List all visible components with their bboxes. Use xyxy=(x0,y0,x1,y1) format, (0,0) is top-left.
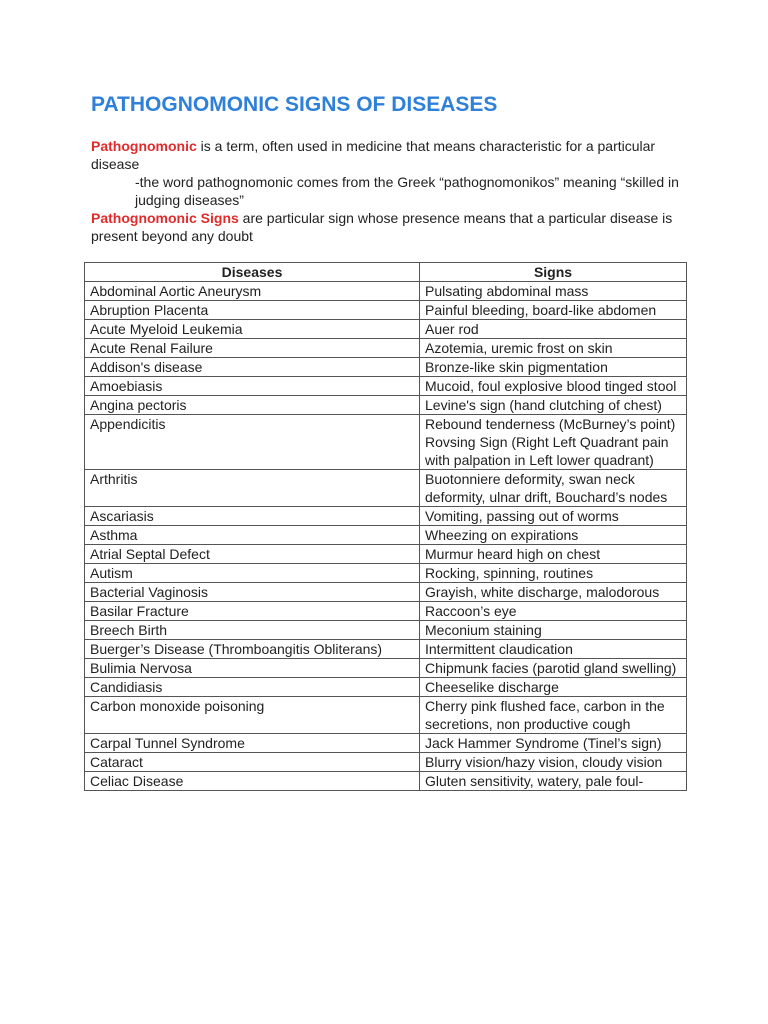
table-row xyxy=(85,621,687,640)
disease-name: Celiac Disease xyxy=(90,773,184,789)
disease-name: Buerger’s Disease (Thromboangitis Obliterans) xyxy=(90,641,383,657)
disease-name: Acute Renal Failure xyxy=(90,340,213,356)
disease-cell xyxy=(85,678,420,697)
table-row xyxy=(85,640,687,659)
sign-cell xyxy=(420,772,687,791)
disease-cell xyxy=(85,377,420,396)
disease-cell xyxy=(85,301,420,320)
disease-name: Autism xyxy=(90,565,133,581)
disease-name: Addison's disease xyxy=(90,359,203,375)
sign-text: Blurry vision/hazy vision, cloudy vision xyxy=(425,754,663,770)
sign-text: Painful bleeding, board-like abdomen xyxy=(425,302,657,318)
diseases-signs-table xyxy=(84,262,687,791)
disease-cell xyxy=(85,470,420,507)
disease-name: Arthritis xyxy=(90,471,138,487)
disease-cell xyxy=(85,415,420,470)
disease-cell xyxy=(85,640,420,659)
intro-signs-definition xyxy=(91,209,691,245)
definition-text: is a term, often used in medicine that means characteristic for a particular disease xyxy=(91,138,656,172)
disease-cell xyxy=(85,339,420,358)
table-row xyxy=(85,377,687,396)
sign-text: Gluten sensitivity, watery, pale foul- xyxy=(425,773,644,789)
table-row xyxy=(85,602,687,621)
disease-cell xyxy=(85,282,420,301)
signs-definition-text: are particular sign whose presence means that a particular disease is present beyond any doubt xyxy=(91,210,673,244)
sign-text: Murmur heard high on chest xyxy=(425,546,601,562)
disease-name: Abdominal Aortic Aneurysm xyxy=(90,283,262,299)
sign-text: Jack Hammer Syndrome (Tinel’s sign) xyxy=(425,735,662,751)
table-row xyxy=(85,320,687,339)
sign-cell xyxy=(420,301,687,320)
table-row xyxy=(85,282,687,301)
table-row xyxy=(85,734,687,753)
disease-cell xyxy=(85,602,420,621)
sign-text: Pulsating abdominal mass xyxy=(425,283,589,299)
disease-cell xyxy=(85,753,420,772)
sign-cell xyxy=(420,545,687,564)
sign-text: Raccoon’s eye xyxy=(425,603,517,619)
intro-section xyxy=(91,137,691,245)
disease-cell xyxy=(85,564,420,583)
table-row xyxy=(85,753,687,772)
disease-name: Bulimia Nervosa xyxy=(90,660,192,676)
sign-cell xyxy=(420,621,687,640)
sign-cell xyxy=(420,377,687,396)
disease-name: Candidiasis xyxy=(90,679,163,695)
disease-cell xyxy=(85,320,420,339)
disease-name: Breech Birth xyxy=(90,622,168,638)
sign-text: Intermittent claudication xyxy=(425,641,573,657)
disease-cell xyxy=(85,734,420,753)
sign-text: Rebound tenderness (McBurney’s point) Rovsing Sign (Right Left Quadrant pain with palpation in Left lower quadrant) xyxy=(425,416,676,468)
sign-cell xyxy=(420,507,687,526)
sign-text: Azotemia, uremic frost on skin xyxy=(425,340,613,356)
disease-name: Asthma xyxy=(90,527,138,543)
disease-name: Carbon monoxide poisoning xyxy=(90,698,265,714)
disease-cell xyxy=(85,659,420,678)
term-pathognomonic-signs: Pathognomonic Signs xyxy=(91,210,239,226)
disease-name: Amoebiasis xyxy=(90,378,163,394)
disease-cell xyxy=(85,545,420,564)
document-title: PATHOGNOMONIC SIGNS OF DISEASES xyxy=(91,93,498,116)
disease-cell xyxy=(85,396,420,415)
disease-cell xyxy=(85,697,420,734)
sign-text: Auer rod xyxy=(425,321,479,337)
sign-cell xyxy=(420,640,687,659)
sign-cell xyxy=(420,470,687,507)
disease-name: Basilar Fracture xyxy=(90,603,189,619)
table-row xyxy=(85,339,687,358)
disease-name: Acute Myeloid Leukemia xyxy=(90,321,243,337)
disease-cell xyxy=(85,507,420,526)
sign-cell xyxy=(420,396,687,415)
sign-text: Grayish, white discharge, malodorous xyxy=(425,584,660,600)
table-row xyxy=(85,678,687,697)
disease-cell xyxy=(85,583,420,602)
sign-cell xyxy=(420,282,687,301)
table-row xyxy=(85,415,687,470)
sign-text: Cherry pink flushed face, carbon in the secretions, non productive cough xyxy=(425,698,665,732)
table-row xyxy=(85,545,687,564)
table-row xyxy=(85,564,687,583)
sign-text: Bronze-like skin pigmentation xyxy=(425,359,608,375)
table-row xyxy=(85,697,687,734)
table-row xyxy=(85,659,687,678)
disease-name: Cataract xyxy=(90,754,143,770)
table-body xyxy=(85,282,687,791)
intro-definition xyxy=(91,137,691,173)
table-row xyxy=(85,507,687,526)
sign-text: Buotonniere deformity, swan neck deformity, ulnar drift, Bouchard’s nodes xyxy=(425,471,668,505)
sign-cell xyxy=(420,358,687,377)
disease-name: Abruption Placenta xyxy=(90,302,209,318)
table-row xyxy=(85,301,687,320)
sign-cell xyxy=(420,697,687,734)
disease-cell xyxy=(85,358,420,377)
header-diseases: Diseases xyxy=(85,263,420,282)
sign-text: Cheeselike discharge xyxy=(425,679,559,695)
sign-text: Rocking, spinning, routines xyxy=(425,565,594,581)
sign-cell xyxy=(420,583,687,602)
sign-cell xyxy=(420,678,687,697)
disease-name: Appendicitis xyxy=(90,416,166,432)
table-row xyxy=(85,772,687,791)
sign-cell xyxy=(420,339,687,358)
sign-cell xyxy=(420,602,687,621)
disease-cell xyxy=(85,621,420,640)
term-pathognomonic: Pathognomonic xyxy=(91,138,197,154)
sign-text: Mucoid, foul explosive blood tinged stool xyxy=(425,378,677,394)
sign-text: Meconium staining xyxy=(425,622,542,638)
disease-name: Ascariasis xyxy=(90,508,154,524)
table-header-row xyxy=(85,263,687,282)
sign-cell xyxy=(420,753,687,772)
sign-cell xyxy=(420,526,687,545)
disease-name: Atrial Septal Defect xyxy=(90,546,210,562)
disease-name: Carpal Tunnel Syndrome xyxy=(90,735,245,751)
table-row xyxy=(85,470,687,507)
sign-cell xyxy=(420,320,687,339)
sign-cell xyxy=(420,564,687,583)
disease-cell xyxy=(85,526,420,545)
header-signs: Signs xyxy=(420,263,687,282)
sign-text: Levine's sign (hand clutching of chest) xyxy=(425,397,662,413)
sign-cell xyxy=(420,415,687,470)
table-row xyxy=(85,526,687,545)
disease-cell xyxy=(85,772,420,791)
sign-text: Vomiting, passing out of worms xyxy=(425,508,619,524)
disease-name: Angina pectoris xyxy=(90,397,187,413)
sign-text: Wheezing on expirations xyxy=(425,527,579,543)
sign-text: Chipmunk facies (parotid gland swelling) xyxy=(425,660,677,676)
disease-name: Bacterial Vaginosis xyxy=(90,584,209,600)
intro-etymology: -the word pathognomonic comes from the Greek “pathognomonikos” meaning “skilled in judging diseases” xyxy=(135,174,679,208)
table-row xyxy=(85,583,687,602)
sign-cell xyxy=(420,734,687,753)
table-row xyxy=(85,358,687,377)
table-row xyxy=(85,396,687,415)
sign-cell xyxy=(420,659,687,678)
